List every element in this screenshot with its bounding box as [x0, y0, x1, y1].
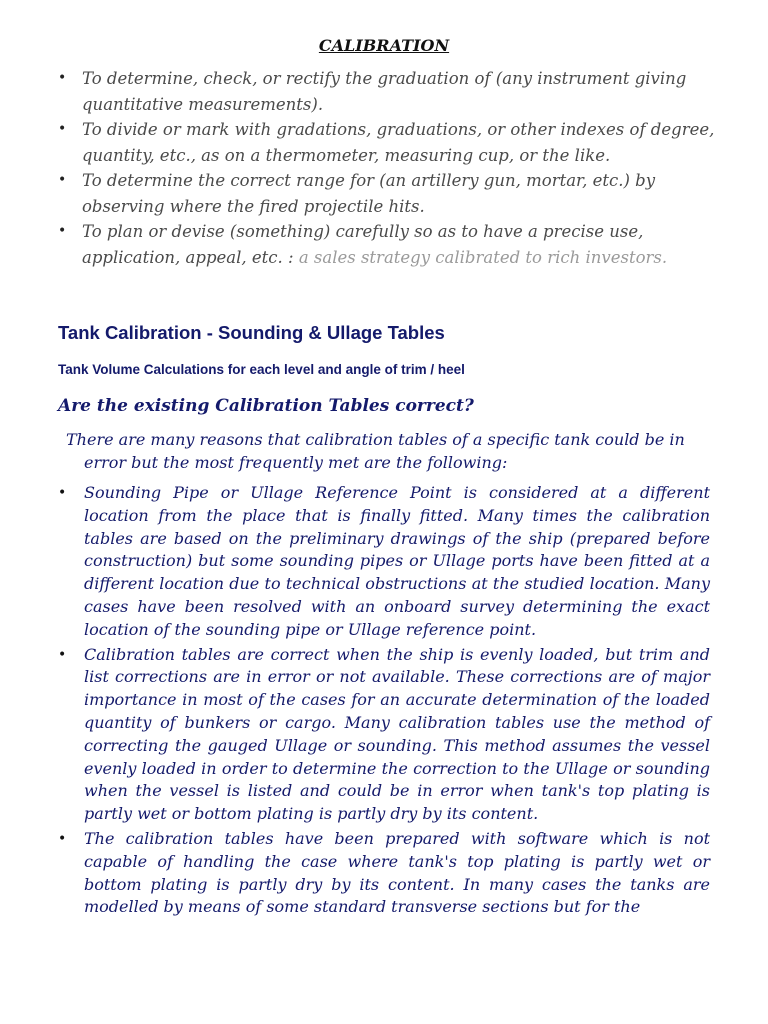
definitions-list — [0, 66, 768, 270]
question-heading: Are the existing Calibration Tables correct? — [58, 396, 474, 416]
definition-item — [0, 66, 768, 117]
bullet-icon: • — [58, 646, 67, 663]
reason-item — [0, 482, 768, 642]
definition-example: a sales strategy calibrated to rich investors. — [298, 247, 668, 267]
reason-item — [0, 644, 768, 826]
reason-item — [0, 828, 768, 919]
bullet-icon: • — [58, 223, 67, 239]
section-subheading: Tank Volume Calculations for each level and angle of trim / heel — [58, 362, 465, 377]
definition-text: To determine, check, or rectify the graduation of (any instrument giving quantitative measurements). — [82, 69, 687, 114]
bullet-icon: • — [58, 485, 67, 501]
bullet-icon: • — [58, 70, 67, 86]
reason-text: Sounding Pipe or Ullage Reference Point is considered at a different location from the place that is finally fitted. Many times the calibration tables are based on the preliminary drawings of the ship (prepared before construction) but some sounding pipes or Ullage ports have been fitted at a different location due to technical obstructions at the studied location. Many cases have been resolved with an onboard survey determining the exact location of the sounding pipe or Ullage reference point. — [84, 483, 710, 639]
definition-text: To plan or devise (something) carefully so as to have a precise use, application, appeal, etc. : — [82, 222, 644, 267]
reason-text: Calibration tables are correct when the ship is evenly loaded, but trim and list corrections are in error or not available. These corrections are of major importance in most of the cases for an accurate determination of the loaded quantity of bunkers or cargo. Many calibration tables use the method of correcting the gauged Ullage or sounding. This method assumes the vessel evenly loaded in order to determine the correction to the Ullage or sounding when the vessel is listed and could be in error when tank's top plating is partly wet or bottom plating is partly dry by its content. — [84, 644, 710, 824]
bullet-icon: • — [58, 121, 67, 137]
bullet-icon: • — [58, 172, 67, 188]
definition-item — [0, 117, 768, 168]
definition-item — [0, 219, 768, 270]
reasons-list — [0, 482, 768, 921]
definition-text: To divide or mark with gradations, graduations, or other indexes of degree, quantity, etc., as on a thermometer, measuring cup, or the like. — [82, 120, 715, 165]
definition-text: To determine the correct range for (an artillery gun, mortar, etc.) by observing where the fired projectile hits. — [82, 171, 656, 216]
reason-text: The calibration tables have been prepared with software which is not capable of handling the case where tank's top plating is partly wet or bottom plating is partly dry by its content. In many cases the tanks are modelled by means of some standard transverse sections but for the — [84, 828, 710, 917]
intro-paragraph: There are many reasons that calibration tables of a specific tank could be in error but the most frequently met are the following: — [66, 430, 685, 472]
section-heading: Tank Calibration - Sounding & Ullage Tables — [58, 322, 445, 343]
bullet-icon: • — [58, 830, 67, 847]
definition-item — [0, 168, 768, 219]
page-title: CALIBRATION — [318, 36, 450, 55]
